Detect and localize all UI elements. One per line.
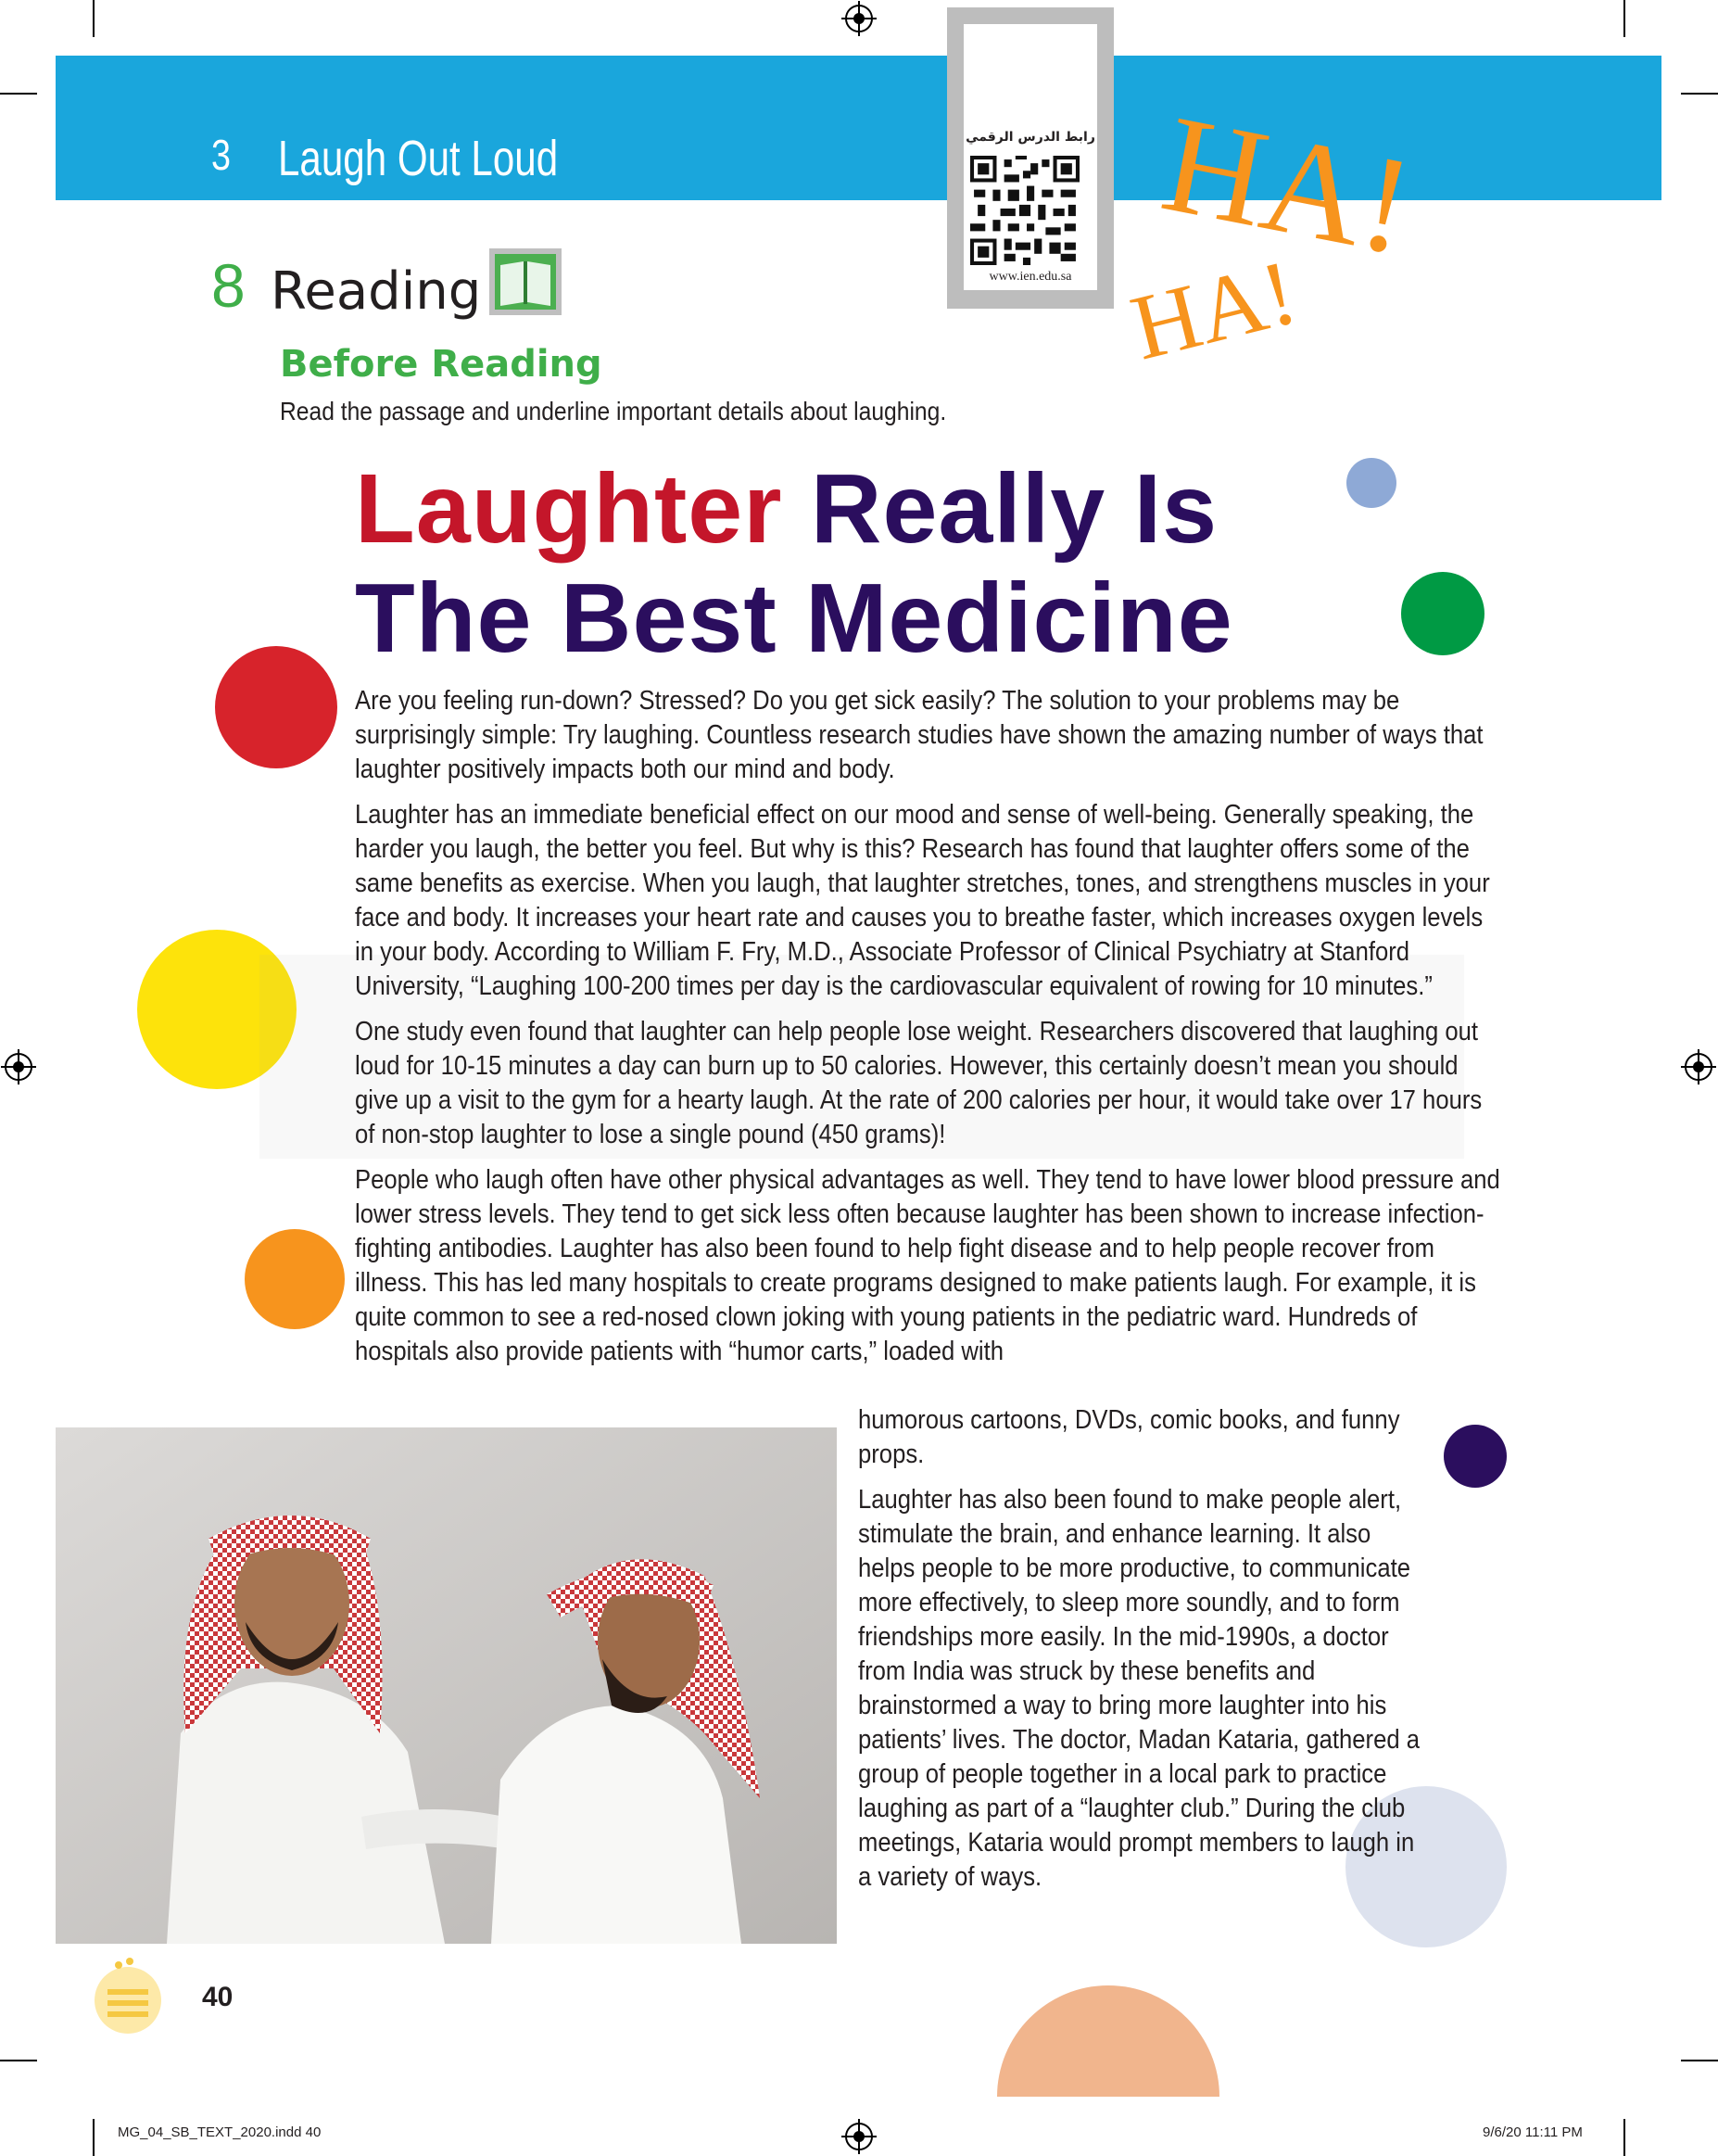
registration-mark-icon	[1685, 1053, 1712, 1081]
article-title	[355, 454, 1374, 673]
crop-mark	[93, 2119, 95, 2156]
title-line2: The Best Medicine	[355, 564, 1233, 673]
decor-circle-blue	[1346, 458, 1396, 508]
registration-mark-icon	[5, 1053, 32, 1081]
qr-code-icon[interactable]	[970, 156, 1080, 265]
paragraph: Laughter has an immediate beneficial effect on our mood and sense of well-being. Generally speaking, the harder you laugh, the better you feel. But why is this? Research has found that laughter offers some of the same benefits as exercise. When you laugh, that laughter stretches, tones, and strengthens muscles in your face and body. It increases your heart rate and causes you to breathe faster, which increases oxygen levels in your body. According to William F. Fry, M.D., Associate Professor of Clinical Psychiatry at Stanford University, “Laughing 100-200 times per day is the cardiovascular equivalent of rowing for 10 minutes.”	[355, 800, 1490, 1001]
decor-circle-red	[215, 646, 337, 768]
unit-title: Laugh Out Loud	[278, 131, 559, 186]
instruction-text: Read the passage and underline important details about laughing.	[280, 397, 947, 425]
article-body	[355, 684, 1504, 1380]
before-reading-heading: Before Reading	[280, 343, 602, 386]
crop-mark	[0, 93, 37, 95]
qr-url[interactable]: www.ien.edu.sa	[989, 270, 1072, 284]
footer-filename: MG_04_SB_TEXT_2020.indd 40	[118, 2124, 322, 2140]
title-laughter: Laughter	[355, 454, 783, 564]
book-icon	[489, 248, 562, 315]
crop-mark	[1681, 2060, 1718, 2061]
qr-label: رابط الدرس الرقمي	[966, 130, 1095, 145]
ha-decoration-small: HA!	[1121, 239, 1307, 380]
crop-mark	[1623, 2119, 1625, 2156]
crop-mark	[1681, 93, 1718, 95]
page-number: 40	[202, 1982, 234, 2012]
decor-half-circle-peach	[997, 1985, 1219, 2097]
registration-mark-icon	[845, 2123, 873, 2150]
crop-mark	[0, 2060, 37, 2061]
paragraph: Are you feeling run-down? Stressed? Do you get sick easily? The solution to your problems may be surprisingly simple: Try laughing. Countless research studies have shown the amazing number of ways that laughter positively impacts both our mind and body.	[355, 686, 1484, 784]
section-title: Reading	[271, 261, 482, 322]
registration-mark-icon	[845, 5, 873, 32]
decor-circle-purple	[1444, 1425, 1507, 1488]
section-number: 8	[211, 251, 246, 320]
photo-two-men-laughing	[56, 1427, 837, 1944]
paragraph: People who laugh often have other physical advantages as well. They tend to have lower blood pressure and lower stress levels. They tend to get sick less often because laughter has been shown to increase infection-fighting antibodies. Laughter has also been found to help fight disease and to help people recover from illness. This has led many hospitals to create programs designed to make patients laugh. For example, it is quite common to see a red-nosed clown joking with young patients in the pediatric ward. Hundreds of hospitals also provide patients with “humor carts,” loaded with	[355, 1165, 1500, 1366]
paragraph: humorous cartoons, DVDs, comic books, and funny props.	[858, 1405, 1400, 1469]
crop-mark	[93, 0, 95, 37]
paragraph: Laughter has also been found to make people alert, stimulate the brain, and enhance learning. It also helps people to be more productive, to communicate more effectively, to sleep more soundly, and to form friendships more easily. In the mid-1990s, a doctor from India was struck by these benefits and brainstormed a way to bring more laughter into his patients’ lives. The doctor, Madan Kataria, gathered a group of people together in a local park to practice laughing as part of a “laughter club.” During the club meetings, Kataria would prompt members to laugh in a variety of ways.	[858, 1485, 1420, 1892]
title-line1-rest: Really Is	[782, 454, 1219, 564]
footer-timestamp: 9/6/20 11:11 PM	[1483, 2124, 1583, 2140]
article-body-right-column	[858, 1403, 1428, 1906]
decor-circle-green	[1401, 572, 1484, 655]
ha-decoration: HA!	[1151, 85, 1424, 285]
decor-circle-orange	[245, 1229, 345, 1329]
crop-mark	[1623, 0, 1625, 37]
unit-number: 3	[211, 131, 231, 179]
paragraph: One study even found that laughter can help people lose weight. Researchers discovered that laughing out loud for 10-15 minutes a day can burn up to 50 calories. However, this certainly doesn’t mean you should give up a visit to the gym for a hearty laugh. At the rate of 200 calories per hour, it would take over 17 hours of non-stop laughter to lose a single pound (450 grams)!	[355, 1017, 1483, 1149]
publisher-logo-icon	[91, 1952, 165, 2037]
